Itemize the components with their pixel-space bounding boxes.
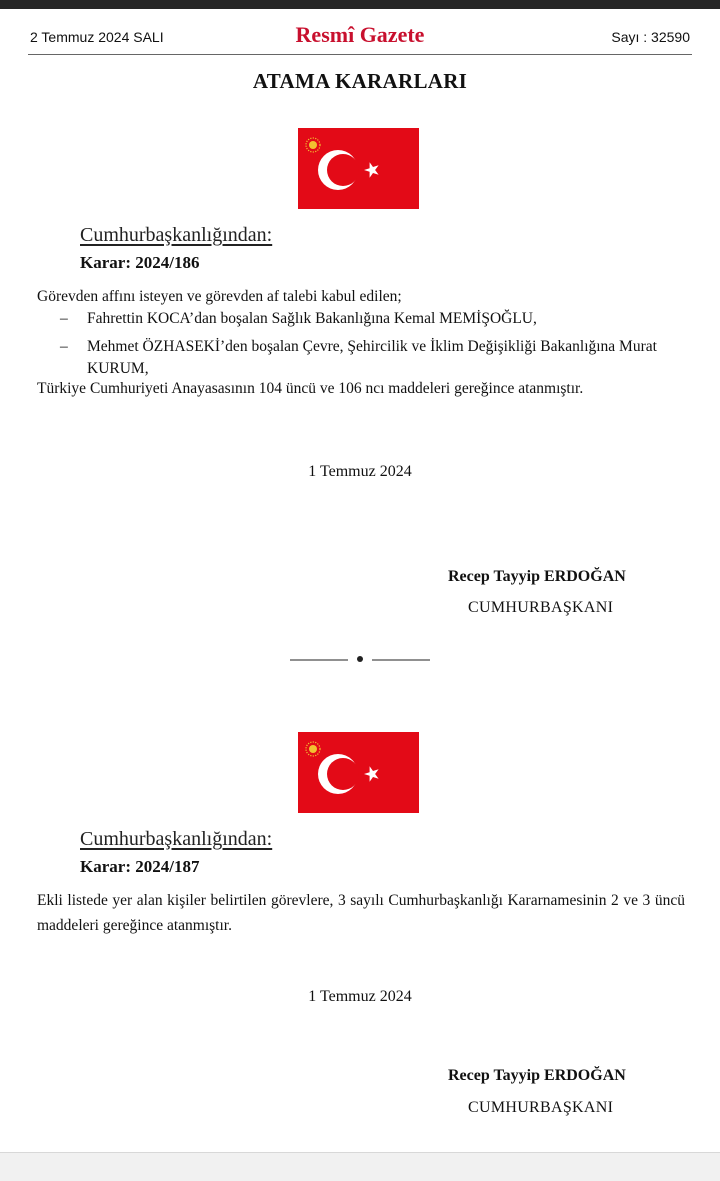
signatory-title: CUMHURBAŞKANI: [468, 599, 614, 616]
decision-date: 1 Temmuz 2024: [308, 463, 412, 480]
signatory-name: Recep Tayyip ERDOĞAN: [448, 1067, 626, 1084]
list-item: [60, 308, 685, 330]
bottom-bar: [0, 1152, 720, 1181]
signatory-title: CUMHURBAŞKANI: [468, 1099, 614, 1116]
section-separator: [290, 652, 430, 666]
decision-intro: Görevden affını isteyen ve görevden af talebi kabul edilen;: [37, 288, 402, 305]
list-item-text: Mehmet ÖZHASEKİ’den boşalan Çevre, Şehircilik ve İklim Değişikliği Bakanlığına Murat KURUM,: [87, 338, 657, 377]
header-date: 2 Temmuz 2024 SALI: [30, 29, 164, 45]
decision-conclusion: Türkiye Cumhuriyeti Anayasasının 104 üncü ve 106 ncı maddeleri gereğince atanmıştır.: [37, 380, 584, 397]
decision-number: Karar: 2024/186: [80, 253, 200, 272]
list-item-text: Fahrettin KOCA’dan boşalan Sağlık Bakanlığına Kemal MEMİŞOĞLU,: [87, 310, 537, 327]
decision-body: Ekli listede yer alan kişiler belirtilen görevlere, 3 sayılı Cumhurbaşkanlığı Kararnamesinin 2 ve 3 üncü maddeleri gereğince atanmıştır.: [37, 892, 685, 934]
turkish-flag-emblem-icon: [298, 128, 419, 209]
gazette-title: Resmî Gazete: [295, 22, 425, 47]
page-title: ATAMA KARARLARI: [252, 69, 468, 93]
turkish-flag-emblem-icon: [298, 732, 419, 813]
list-dash: –: [60, 310, 68, 327]
list-dash: –: [60, 338, 68, 355]
header-divider: [28, 54, 692, 55]
issuer-heading: Cumhurbaşkanlığından:: [80, 828, 273, 850]
list-item: [60, 336, 685, 380]
status-bar: [0, 0, 720, 9]
signatory-name: Recep Tayyip ERDOĞAN: [448, 568, 626, 585]
appointment-list: [60, 308, 685, 386]
issuer-heading: Cumhurbaşkanlığından:: [80, 224, 273, 246]
decision-number: Karar: 2024/187: [80, 857, 200, 876]
decision-date: 1 Temmuz 2024: [308, 988, 412, 1005]
issue-number: Sayı : 32590: [611, 29, 690, 45]
